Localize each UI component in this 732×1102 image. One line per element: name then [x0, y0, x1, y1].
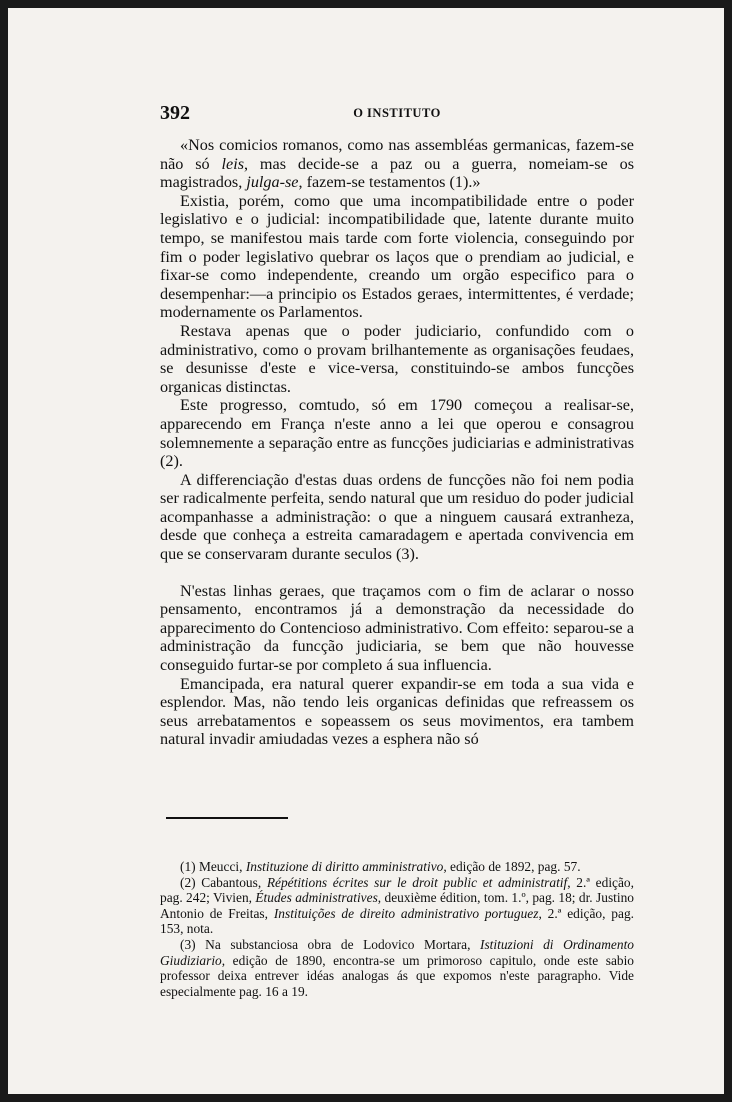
footnotes [160, 859, 634, 999]
footnote-2: (2) Cabantous, Répétitions écrites sur le droit public et administratif, 2.ª edição, pag. 242; Vivien, Études administratives, deuxième édition, tom. 1.º, pag. 18; dr. Justino Antonio de Freitas, Instituições de direito administrativo portuguez, 2.ª edição, pag. 153, nota. [160, 874, 634, 937]
paragraph-7: Emancipada, era natural querer expandir-se em toda a sua vida e esplendor. Mas, não tendo leis organicas definidas que refreassem os seus arrebatamentos e sopeassem os seus movimentos, era tambem natural invadir amiudadas vezes a esphera não só [160, 674, 634, 749]
paragraph-4: Este progresso, comtudo, só em 1790 começou a realisar-se, apparecendo em França n'este anno a lei que operou e consagrou solemnemente a separação entre as funcções judiciarias e administrativas (2). [160, 396, 634, 471]
paragraph-6: N'estas linhas geraes, que traçamos com o fim de aclarar o nosso pensamento, encontramos já a demonstração da necessidade do apparecimento do Contencioso administrativo. Com effeito: separou-se a administração da funcção judiciaria, se bem que não houvesse conseguido furtar-se por completo á sua influencia. [160, 581, 634, 675]
book-page [8, 8, 724, 1094]
paragraph-5: A differenciação d'estas duas ordens de funcções não foi nem podia ser radicalmente perfeita, sendo natural que um residuo do poder judicial acompanhasse a administração: o que a ninguem causará extranheza, desde que conheça a estreita camaradagem e apertada convivencia em que se conservaram durante seculos (3). [160, 470, 634, 564]
footnote-rule [166, 817, 288, 819]
paragraph-1: «Nos comicios romanos, como nas assembléas germanicas, fazem-se não só leis, mas decide-se a paz ou a guerra, nomeiam-se os magistrados, julga-se, fazem-se testamentos (1).» [160, 136, 634, 192]
paragraph-2: Existia, porém, como que uma incompatibilidade entre o poder legislativo e o judicial: incompatibilidade que, latente durante muito tempo, se manifestou mais tarde com forte violencia, conseguindo por fim o poder legislativo quebrar os laços que o prendiam ao judicial, e fixar-se como independente, creando um orgão especifico para o desempenhar:—a principio os Estados geraes, intermittentes, é verdade; modernamente os Parlamentos. [160, 191, 634, 322]
paragraph-3: Restava apenas que o poder judiciario, confundido com o administrativo, como o provam brilhantemente as organisações feudaes, se desunisse d'este e vice-versa, constituindo-se ambos funcções organicas distinctas. [160, 321, 634, 396]
page-header [160, 102, 634, 126]
body-text [160, 136, 634, 749]
footnote-1: (1) Meucci, Instituzione di diritto amministrativo, edição de 1892, pag. 57. [180, 859, 581, 874]
running-head: O INSTITUTO [353, 106, 441, 120]
page-content [160, 102, 634, 999]
page-number: 392 [160, 102, 190, 124]
footnote-3: (3) Na substanciosa obra de Lodovico Mortara, Istituzioni di Ordinamento Giudiziario, edição de 1890, encontra-se um primoroso capitulo, onde este sabio professor deixa entrever idéas analogas ás que expomos n'este paragrapho. Vide especialmente pag. 16 a 19. [160, 936, 634, 999]
